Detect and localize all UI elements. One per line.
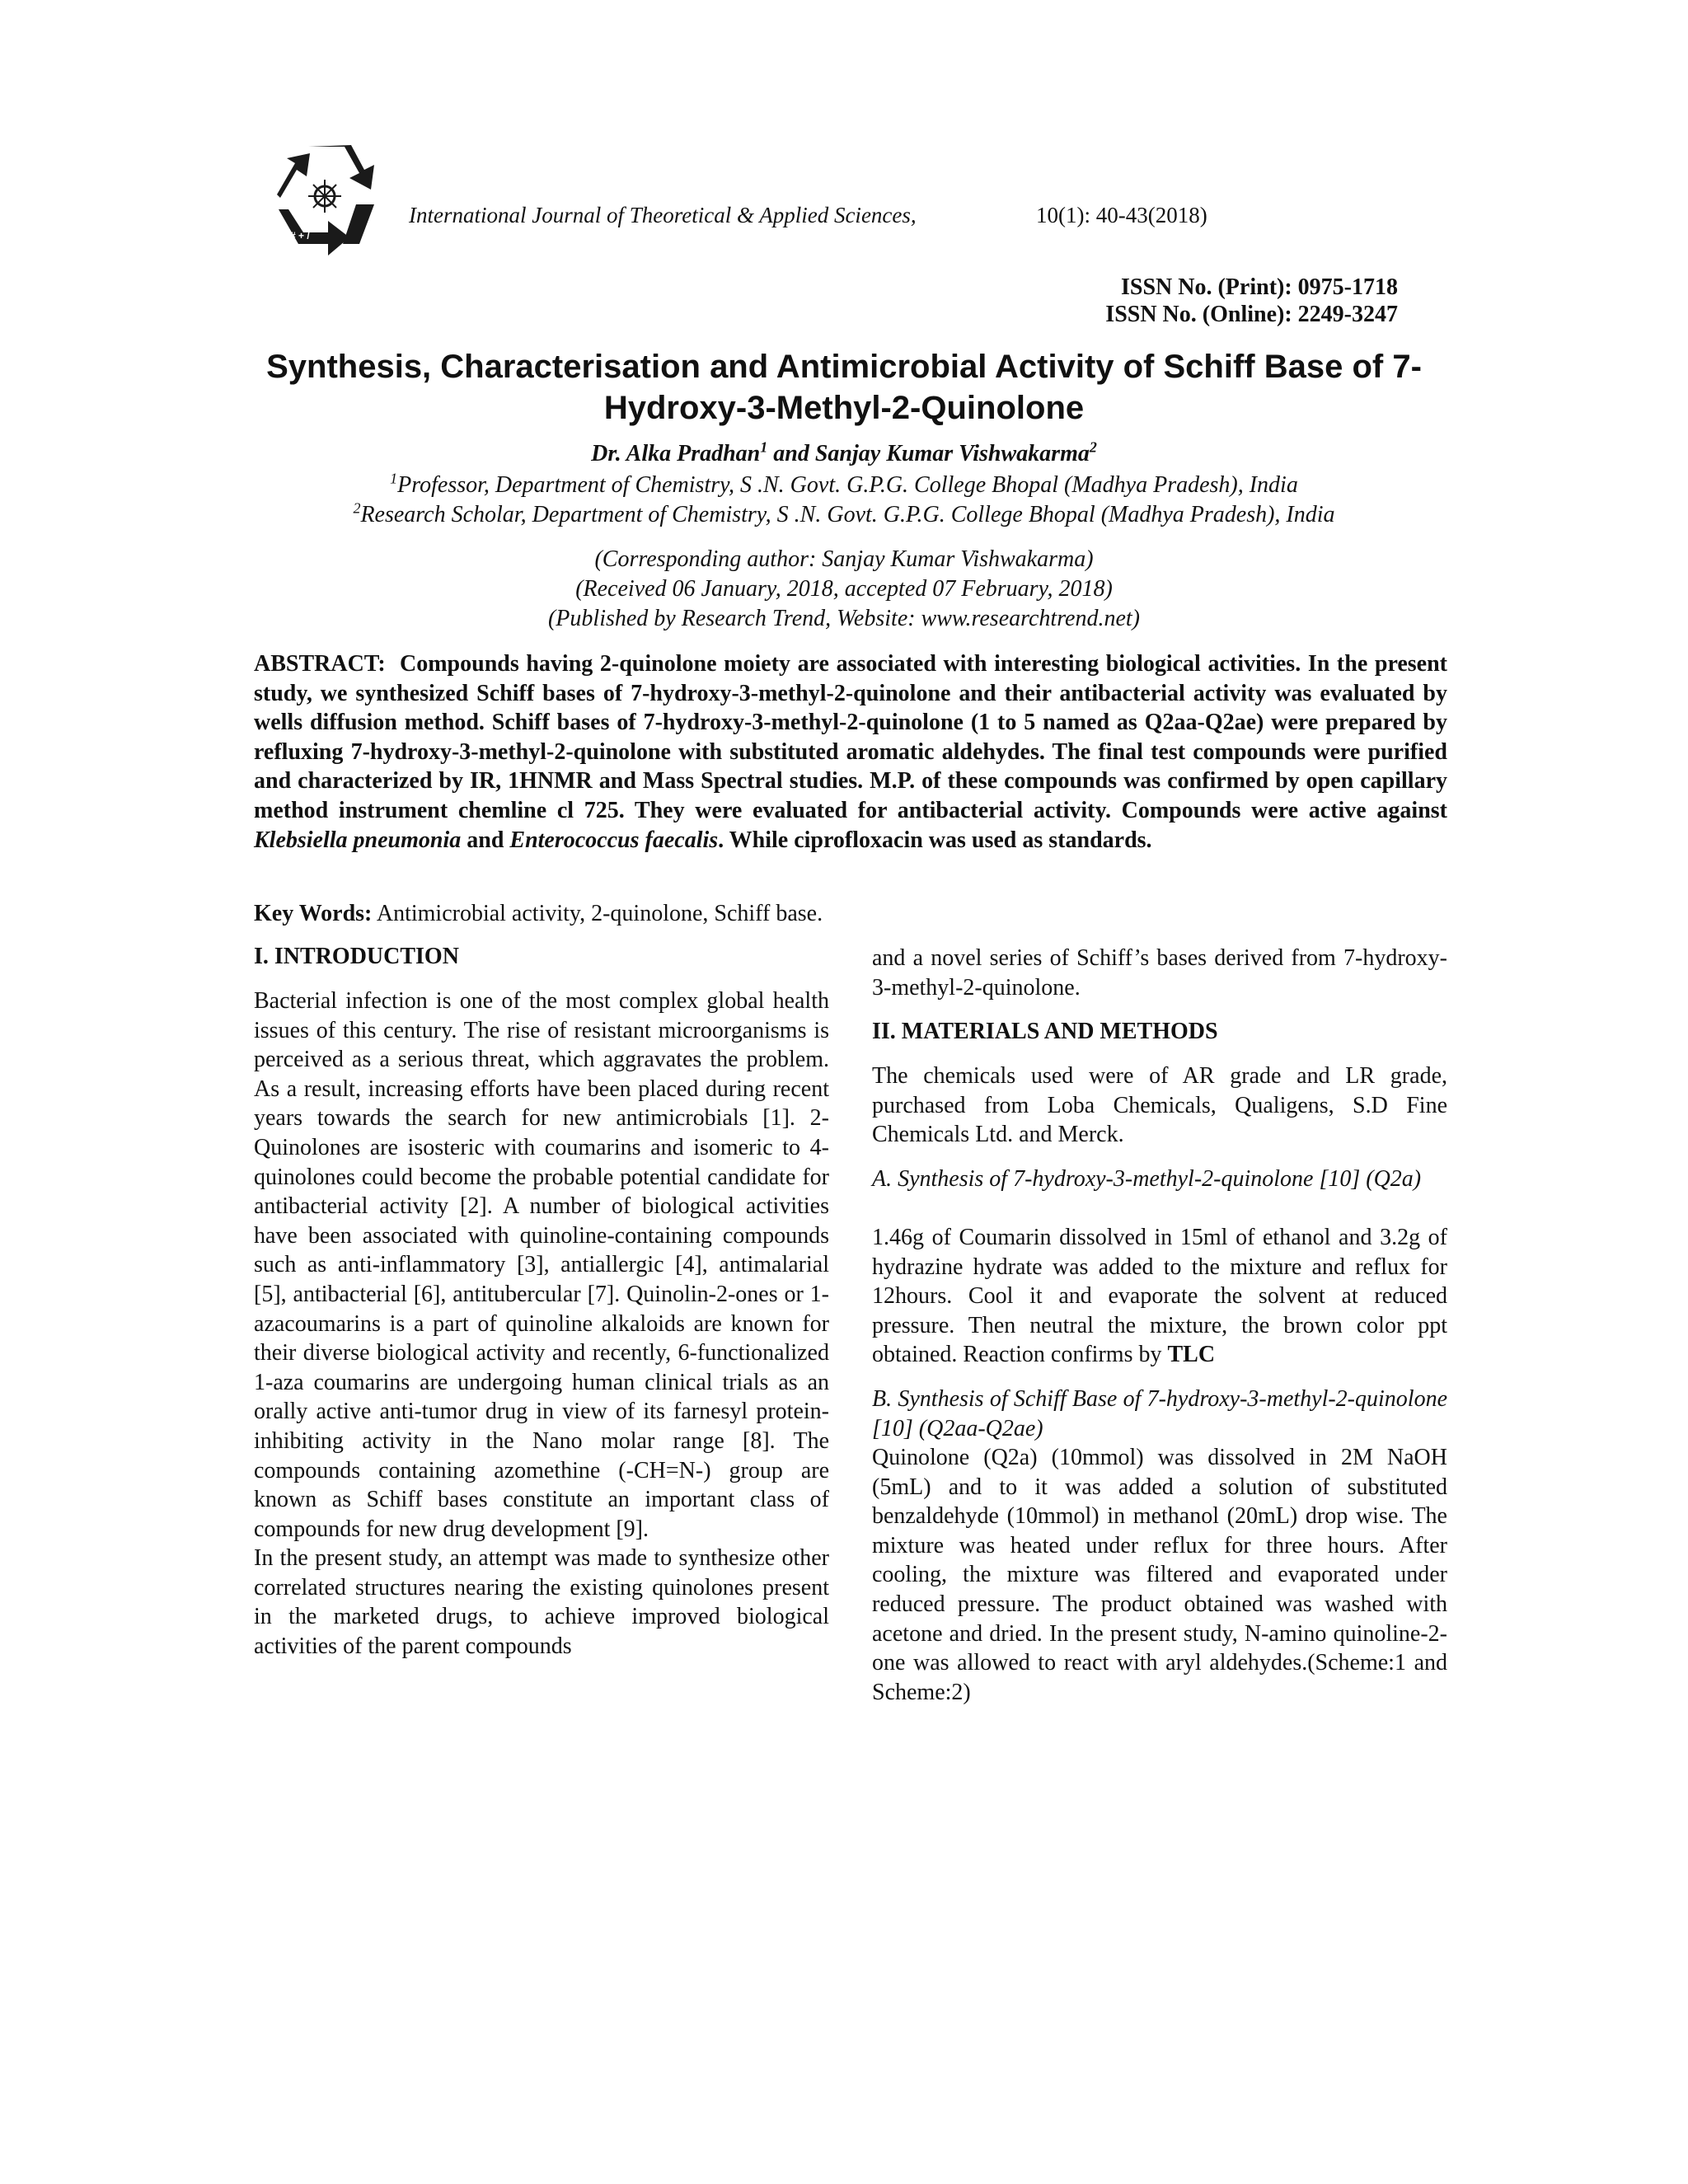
subsection-b-heading: B. Synthesis of Schiff Base of 7-hydroxy-3-methyl-2-quinolone [10] (Q2aa-Q2ae) [872, 1386, 1447, 1441]
subsection-b-body: Quinolone (Q2a) (10mmol) was dissolved in 2M NaOH (5mL) and to it was added a solution of substituted benzaldehyde (10mmol) in methanol (20mL) drop wise. The mixture was heated under reflux for three hours. After cooling, the mixture was filtered and evaporated under reduced pressure. The product obtained was washed with acetone and dried. In the present study, N-amino quinoline-2-one was allowed to react with aryl aldehydes.(Scheme:1 and Scheme:2) [872, 1445, 1447, 1705]
affiliation-2-text: Research Scholar, Department of Chemistry, S .N. Govt. G.P.G. College Bhopal (Madhya Pradesh), India [360, 502, 1335, 527]
affiliation-2-sup: 2 [353, 499, 361, 517]
abstract-species-2: Enterococcus faecalis [509, 827, 719, 853]
methods-paragraph-1: The chemicals used were of AR grade and LR grade, purchased from Loba Chemicals, Qualigens, S.D Fine Chemicals Ltd. and Merck. [872, 1063, 1447, 1148]
logo-symbols: # + / [290, 230, 310, 241]
received-date: (Received 06 January, 2018, accepted 07 February, 2018) [575, 576, 1113, 602]
paper-title: Synthesis, Characterisation and Antimicrobial Activity of Schiff Base of 7-Hydroxy-3-Methyl-2-Quinolone [266, 349, 1422, 426]
publisher-info: (Published by Research Trend, Website: www.researchtrend.net) [547, 606, 1141, 631]
affiliation-1 [206, 472, 1482, 499]
author-2-sup: 2 [1089, 438, 1097, 456]
abstract-text-end: . While ciprofloxacin was used as standards. [718, 827, 1152, 853]
abstract [254, 649, 1447, 855]
affiliation-1-text: Professor, Department of Chemistry, S .N. Govt. G.P.G. College Bhopal (Madhya Pradesh), India [397, 472, 1298, 498]
intro-heading: I. INTRODUCTION [254, 944, 459, 969]
author-2: Sanjay Kumar Vishwakarma [814, 441, 1090, 466]
subsection-a-tlc: TLC [1167, 1342, 1216, 1368]
subsection-a-heading: A. Synthesis of 7-hydroxy-3-methyl-2-quinolone [10] (Q2a) [872, 1166, 1422, 1192]
abstract-label: ABSTRACT: [254, 651, 386, 677]
journal-name: International Journal of Theoretical & Applied Sciences, [409, 203, 917, 227]
author-and: and [767, 441, 815, 466]
affiliation-1-sup: 1 [390, 470, 398, 487]
subsection-a-text: 1.46g of Coumarin dissolved in 15ml of ethanol and 3.2g of hydrazine hydrate was added to the mixture and reflux for 12hours. Cool it and evaporate the solvent at reduced pressure. Then neutral the mixture, the brown color ppt obtained. Reaction confirms by [872, 1225, 1447, 1368]
issn-online: ISSN No. (Online): 2249-3247 [1105, 302, 1398, 327]
journal-volume: 10(1): 40-43(2018) [1036, 203, 1207, 227]
keywords [254, 901, 823, 927]
author-1-sup: 1 [760, 438, 768, 456]
abstract-text: Compounds having 2-quinolone moiety are associated with interesting biological activities. In the present study, we synthesized Schiff bases of 7-hydroxy-3-methyl-2-quinolone and their antibacterial activity was evaluated by wells diffusion method. Schiff bases of 7-hydroxy-3-methyl-2-quinolone (1 to 5 named as Q2aa-Q2ae) were prepared by refluxing 7-hydroxy-3-methyl-2-quinolone with substituted aromatic aldehydes. The final test compounds were purified and characterized by IR, 1HNMR and Mass Spectral studies. M.P. of these compounds was confirmed by open capillary method instrument chemline cl 725. They were evaluated for antibacterial activity. Compounds were active against [254, 651, 1448, 823]
author-list [206, 438, 1482, 467]
author-1: Dr. Alka Pradhan [591, 441, 761, 466]
keywords-text: Antimicrobial activity, 2-quinolone, Schiff base. [376, 901, 823, 926]
intro-paragraph-2: In the present study, an attempt was made to synthesize other correlated structures nearing the existing quinolones present in the marketed drugs, to achieve improved biological activities of the parent compounds [254, 1545, 829, 1660]
corresponding-author: (Corresponding author: Sanjay Kumar Vishwakarma) [594, 546, 1094, 572]
affiliation-2 [206, 499, 1482, 528]
subsection-a-body [872, 1223, 1447, 1370]
issn-print: ISSN No. (Print): 0975-1718 [1121, 274, 1398, 300]
intro-paragraph-2-cont: and a novel series of Schiff’s bases derived from 7-hydroxy-3-methyl-2-quinolone. [872, 945, 1447, 1001]
intro-body [254, 987, 829, 1661]
methods-heading: II. MATERIALS AND METHODS [872, 1019, 1218, 1044]
keywords-label: Key Words: [254, 901, 373, 926]
abstract-and: and [467, 827, 504, 853]
abstract-species-1: Klebsiella pneumonia [254, 827, 462, 853]
intro-paragraph-1: Bacterial infection is one of the most complex global health issues of this century. The rise of resistant microorganisms is perceived as a serious threat, which aggravates the problem. As a result, increasing efforts have been placed during recent years towards the search for new antimicrobials [1]. 2-Quinolones are isosteric with coumarins and isomeric to 4-quinolones could become the probable potential candidate for antibacterial activity [2]. A number of biological activities have been associated with quinoline-containing compounds such as anti-inflammatory [3], antiallergic [4], antimalarial [5], antibacterial [6], antitubercular [7]. Quinolin-2-ones or 1-azacoumarins is a part of quinoline alkaloids are known for their diverse biological activity and recently, 6-functionalized 1-aza coumarins are undergoing human clinical trials as an orally active anti-tumor drug in view of its farnesyl protein-inhibiting activity in the Nano molar range [8]. The compounds containing azomethine (-CH=N-) group are known as Schiff bases constitute an important class of compounds for new drug development [9]. [254, 988, 829, 1542]
journal-logo [274, 140, 377, 264]
